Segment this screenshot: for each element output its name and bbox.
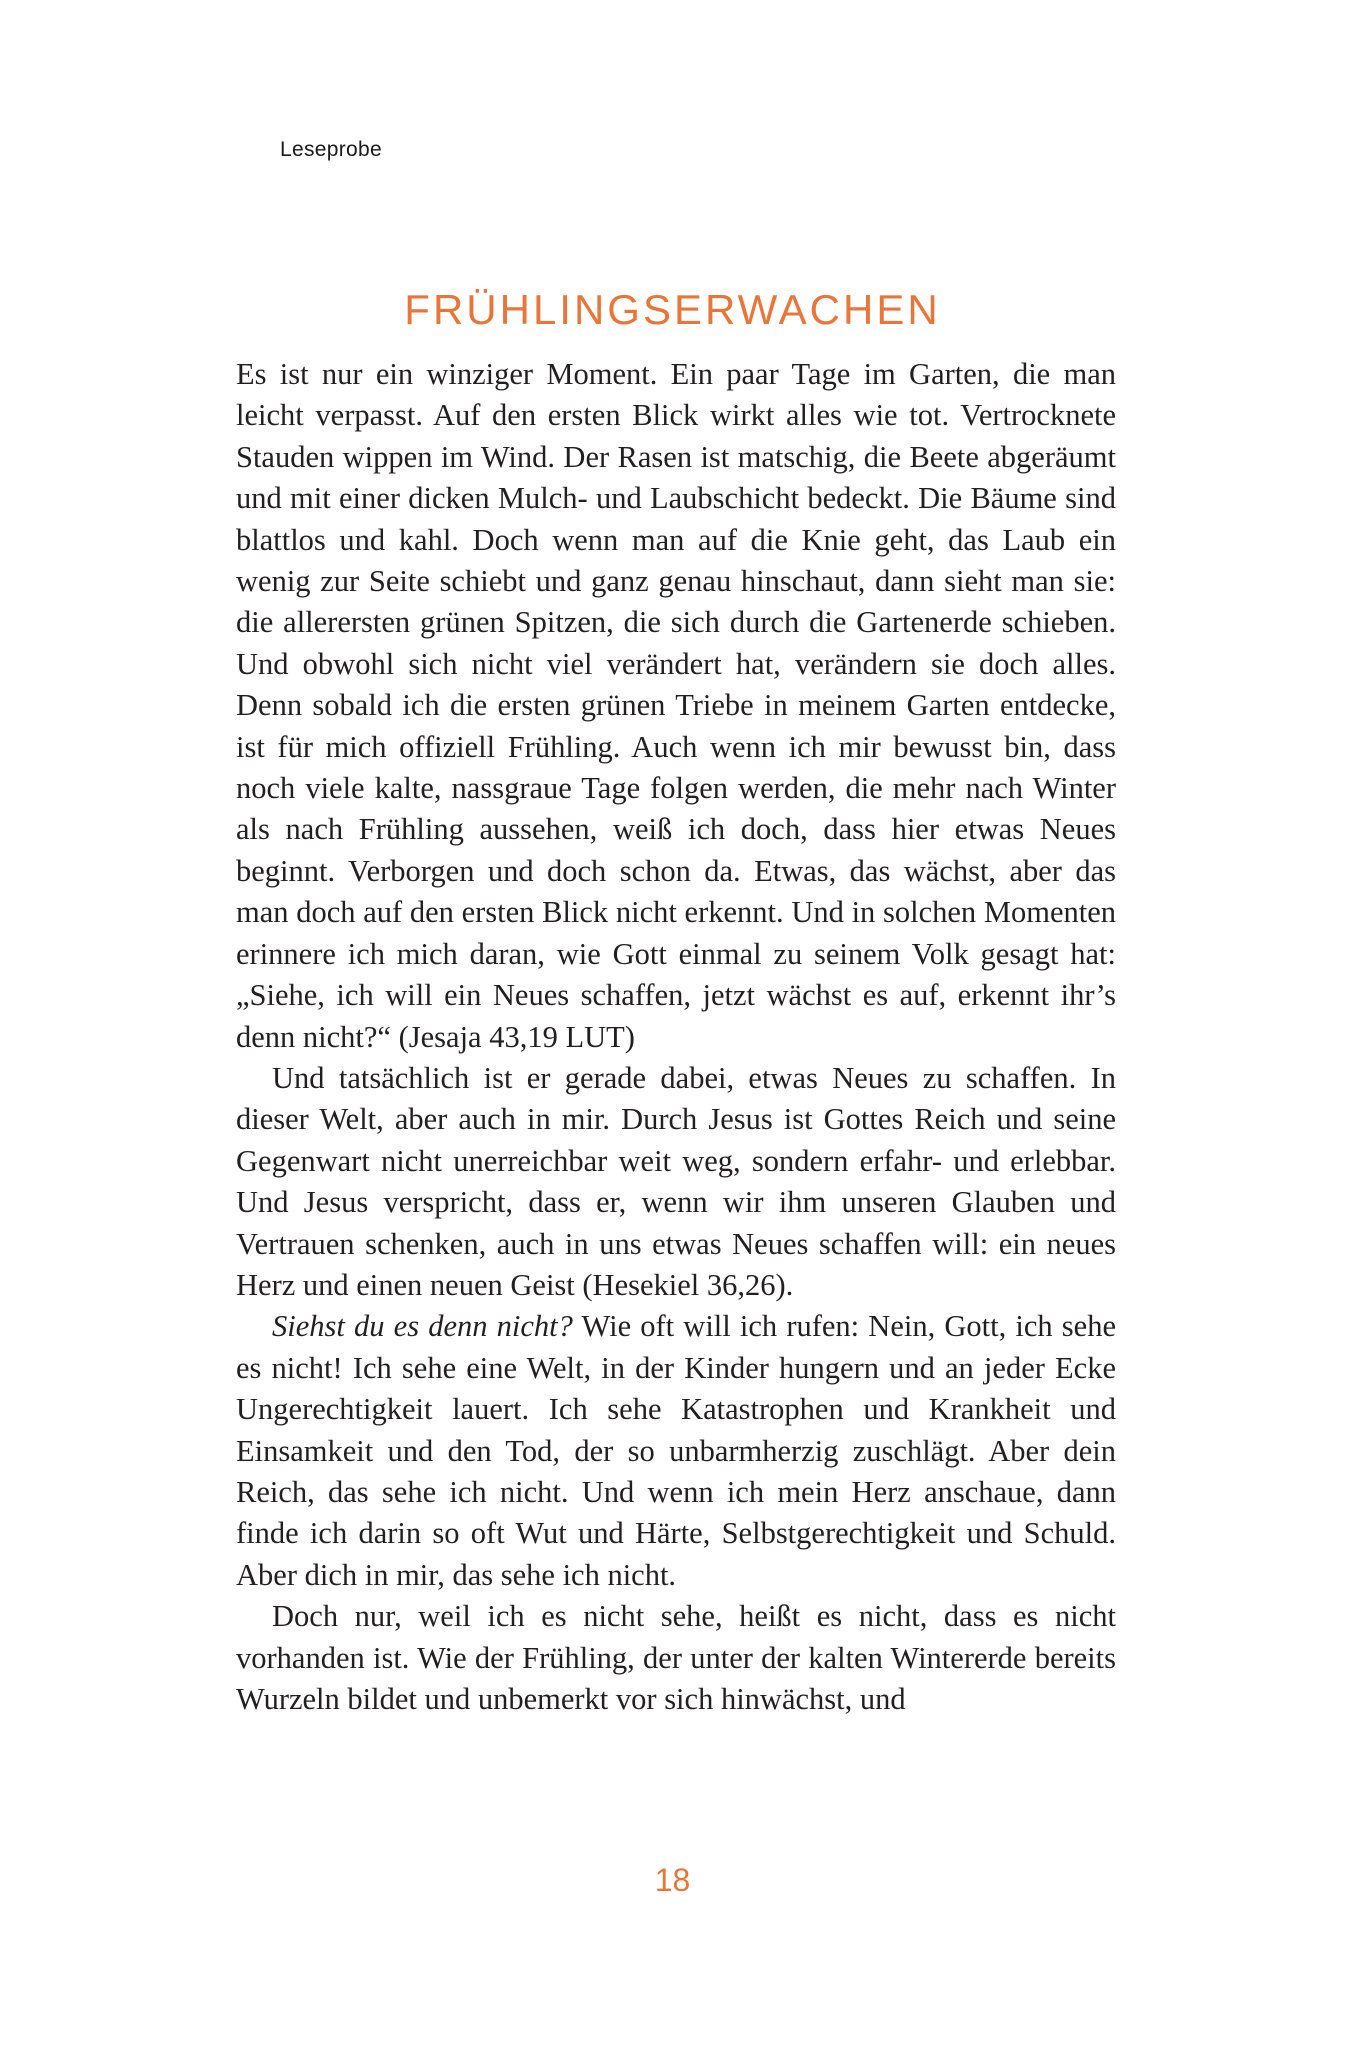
paragraph-4: Doch nur, weil ich es nicht sehe, heißt es nicht, dass es nicht vorhanden ist. Wie der Frühling, der unter der kalten Wintererde bereits Wurzeln bildet und unbemerkt vor sich hinwächst, und xyxy=(236,1599,1116,1716)
italic-lead: Siehst du es denn nicht? xyxy=(272,1309,573,1344)
paragraph-1: Es ist nur ein winziger Moment. Ein paar Tage im Garten, die man leicht verpasst. Auf den ersten Blick wirkt alles wie tot. Vertrocknete Stauden wippen im Wind. Der Rasen ist matschig, die Beete abgeräumt und mit einer dicken Mulch- und Laubschicht bedeckt. Die Bäume sind blattlos und kahl. Doch wenn man auf die Knie geht, das Laub ein wenig zur Seite schiebt und ganz genau hinschaut, dann sieht man sie: die allerersten grünen Spitzen, die sich durch die Gartenerde schieben. Und obwohl sich nicht viel verändert hat, verändern sie doch alles. Denn sobald ich die ersten grünen Triebe in meinem Garten entdecke, ist für mich offiziell Frühling. Auch wenn ich mir bewusst bin, dass noch viele kalte, nassgraue Tage folgen werden, die mehr nach Winter als nach Frühling aussehen, weiß ich doch, dass hier etwas Neues beginnt. Verborgen und doch schon da. Etwas, das wächst, aber das man doch auf den ersten Blick nicht erkennt. Und in solchen Momenten erinnere ich mich daran, wie Gott einmal zu seinem Volk gesagt hat: „Siehe, ich will ein Neues schaffen, jetzt wächst es auf, erkennt ihr’s denn nicht?“ (Jesaja 43,19 LUT) xyxy=(236,357,1116,1054)
paragraph-3 xyxy=(236,1306,1116,1596)
body-text xyxy=(236,354,1116,1720)
running-header: Leseprobe xyxy=(280,138,382,161)
page-number: 18 xyxy=(654,1862,691,1898)
paragraph-2: Und tatsächlich ist er gerade dabei, etwas Neues zu schaffen. In dieser Welt, aber auch in mir. Durch Jesus ist Gottes Reich und seine Gegenwart nicht unerreichbar weit weg, sondern erfahr- und erlebbar. Und Jesus verspricht, dass er, wenn wir ihm unseren Glauben und Vertrauen schenken, auch in uns etwas Neues schaffen will: ein neues Herz und einen neuen Geist (Hesekiel 36,26). xyxy=(236,1060,1116,1302)
paragraph-3-text: Wie oft will ich rufen: Nein, Gott, ich sehe es nicht! Ich sehe eine Welt, in der Kinder hungern und an jeder Ecke Ungerechtigkeit lauert. Ich sehe Katastrophen und Krankheit und Einsamkeit und den Tod, der so unbarmherzig zuschlägt. Aber dein Reich, das sehe ich nicht. Und wenn ich mein Herz anschaue, dann finde ich darin so oft Wut und Härte, Selbstgerechtigkeit und Schuld. Aber dich in mir, das sehe ich nicht. xyxy=(236,1309,1116,1592)
chapter-title: FRÜHLINGSERWACHEN xyxy=(404,286,941,334)
